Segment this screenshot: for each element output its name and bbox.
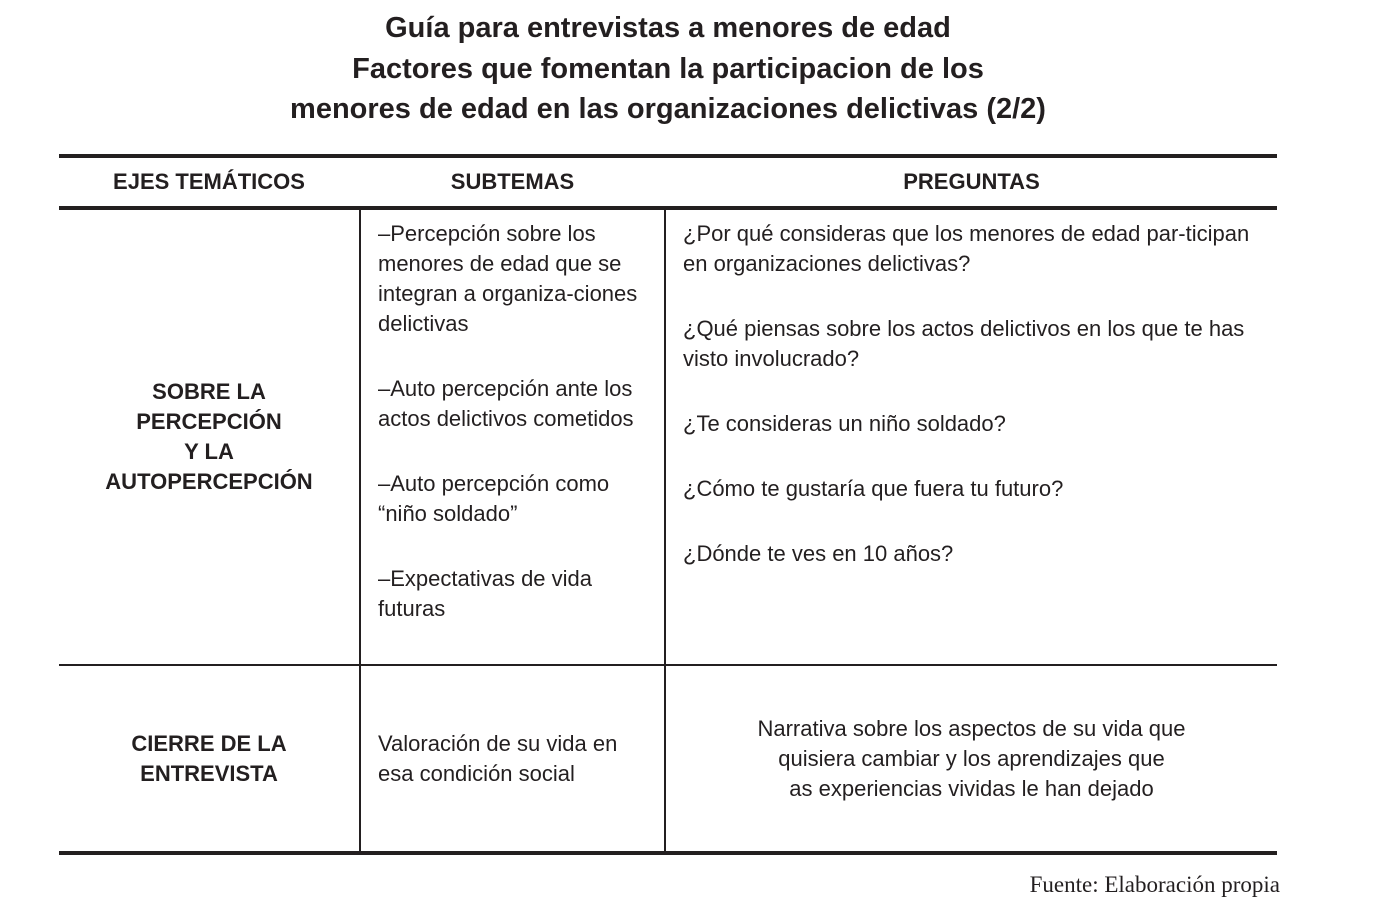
subtema-line: esa condición social (378, 761, 575, 786)
row-2-preguntas (666, 714, 1277, 804)
pregunta-line: quisiera cambiar y los aprendizajes que (778, 746, 1165, 771)
eje-line: AUTOPERCEPCIÓN (105, 469, 313, 494)
row-2-subtemas (378, 729, 658, 789)
table-top-rule (59, 154, 1277, 158)
title-line-1: Guía para entrevistas a menores de edad (385, 12, 951, 44)
subtema-line: Valoración de su vida en (378, 731, 618, 756)
row-1-subtemas (378, 219, 648, 624)
header-preguntas: PREGUNTAS (903, 169, 1040, 194)
eje-line: SOBRE LA (152, 379, 266, 404)
pregunta-line: as experiencias vividas le han dejado (789, 776, 1154, 801)
pregunta-item: ¿Por qué consideras que los menores de edad par-ticipan en organizaciones delictivas? (683, 221, 1250, 276)
subtema-item: –Percepción sobre los menores de edad que se integran a organiza-ciones delictivas (378, 221, 638, 336)
document-title (0, 8, 1336, 130)
eje-line: CIERRE DE LA (131, 731, 287, 756)
title-line-2: Factores que fomentan la participacion de los (352, 52, 984, 85)
column-divider-1 (359, 208, 361, 853)
pregunta-item: ¿Cómo te gustaría que fuera tu futuro? (683, 476, 1064, 501)
title-line-3: menores de edad en las organizaciones delictivas (2/2) (290, 93, 1046, 125)
subtema-item: –Expectativas de vida futuras (378, 566, 593, 621)
header-subtemas: SUBTEMAS (450, 169, 575, 194)
pregunta-item: ¿Dónde te ves en 10 años? (683, 541, 954, 566)
header-bottom-rule (59, 206, 1277, 210)
row-divider (59, 664, 1277, 666)
row-1-eje (59, 377, 359, 497)
row-1-preguntas (683, 219, 1268, 569)
eje-line: ENTREVISTA (140, 761, 278, 786)
pregunta-item: ¿Te consideras un niño soldado? (683, 411, 1006, 436)
source-note: Fuente: Elaboración propia (1029, 872, 1280, 897)
header-ejes-tematicos: EJES TEMÁTICOS (113, 169, 305, 194)
eje-line: Y LA (184, 439, 234, 464)
eje-line: PERCEPCIÓN (136, 409, 282, 434)
pregunta-item: ¿Qué piensas sobre los actos delictivos en los que te has visto involucrado? (683, 316, 1245, 371)
row-2-eje (59, 729, 359, 789)
subtema-item: –Auto percepción como “niño soldado” (378, 471, 610, 526)
table-bottom-rule (59, 851, 1277, 855)
pregunta-line: Narrativa sobre los aspectos de su vida que (757, 716, 1186, 741)
subtema-item: –Auto percepción ante los actos delictivos cometidos (378, 376, 634, 431)
